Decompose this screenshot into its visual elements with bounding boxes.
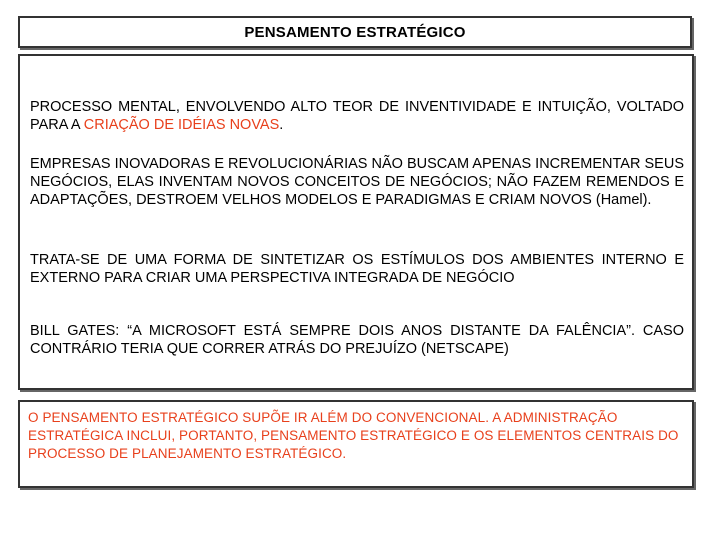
title-box <box>18 16 692 48</box>
definition-text: PROCESSO MENTAL, ENVOLVENDO ALTO TEOR DE INVENTIVIDADE E INTUIÇÃO, VOLTADO PARA A <box>30 99 684 133</box>
definition-end: . <box>279 117 284 133</box>
paragraph-bill-gates-quote: BILL GATES: “A MICROSOFT ESTÁ SEMPRE DOIS ANOS DISTANTE DA FALÊNCIA”. CASO CONTRÁRIO TERIA QUE CORRER ATRÁS DO PREJUÍZO (NETSCAPE) <box>30 323 684 357</box>
paragraph-definition <box>30 98 684 134</box>
note-text: O PENSAMENTO ESTRATÉGICO SUPÕE IR ALÉM DO CONVENCIONAL. A ADMINISTRAÇÃO ESTRATÉGICA INCLUI, PORTANTO, PENSAMENTO ESTRATÉGICO E OS ELEMENTOS CENTRAIS DO PROCESSO DE PLANEJAMENTO ESTRATÉGICO. <box>28 410 679 461</box>
paragraph-synthesis: TRATA-SE DE UMA FORMA DE SINTETIZAR OS ESTÍMULOS DOS AMBIENTES INTERNO E EXTERNO PARA CRIAR UMA PERSPECTIVA INTEGRADA DE NEGÓCIO <box>30 252 684 286</box>
main-content-box <box>18 54 694 390</box>
page-title: PENSAMENTO ESTRATÉGICO <box>244 23 466 41</box>
paragraph-innovative-companies: EMPRESAS INOVADORAS E REVOLUCIONÁRIAS NÃO BUSCAM APENAS INCREMENTAR SEUS NEGÓCIOS, ELAS INVENTAM NOVOS CONCEITOS DE NEGÓCIOS; NÃO FAZEM REMENDOS E ADAPTAÇÕES, DESTROEM VELHOS MODELOS E PARADIGMAS E CRIAM NOVOS (Hamel). <box>30 156 684 208</box>
note-box <box>18 400 694 488</box>
definition-highlight: CRIAÇÃO DE IDÉIAS NOVAS <box>83 117 280 133</box>
